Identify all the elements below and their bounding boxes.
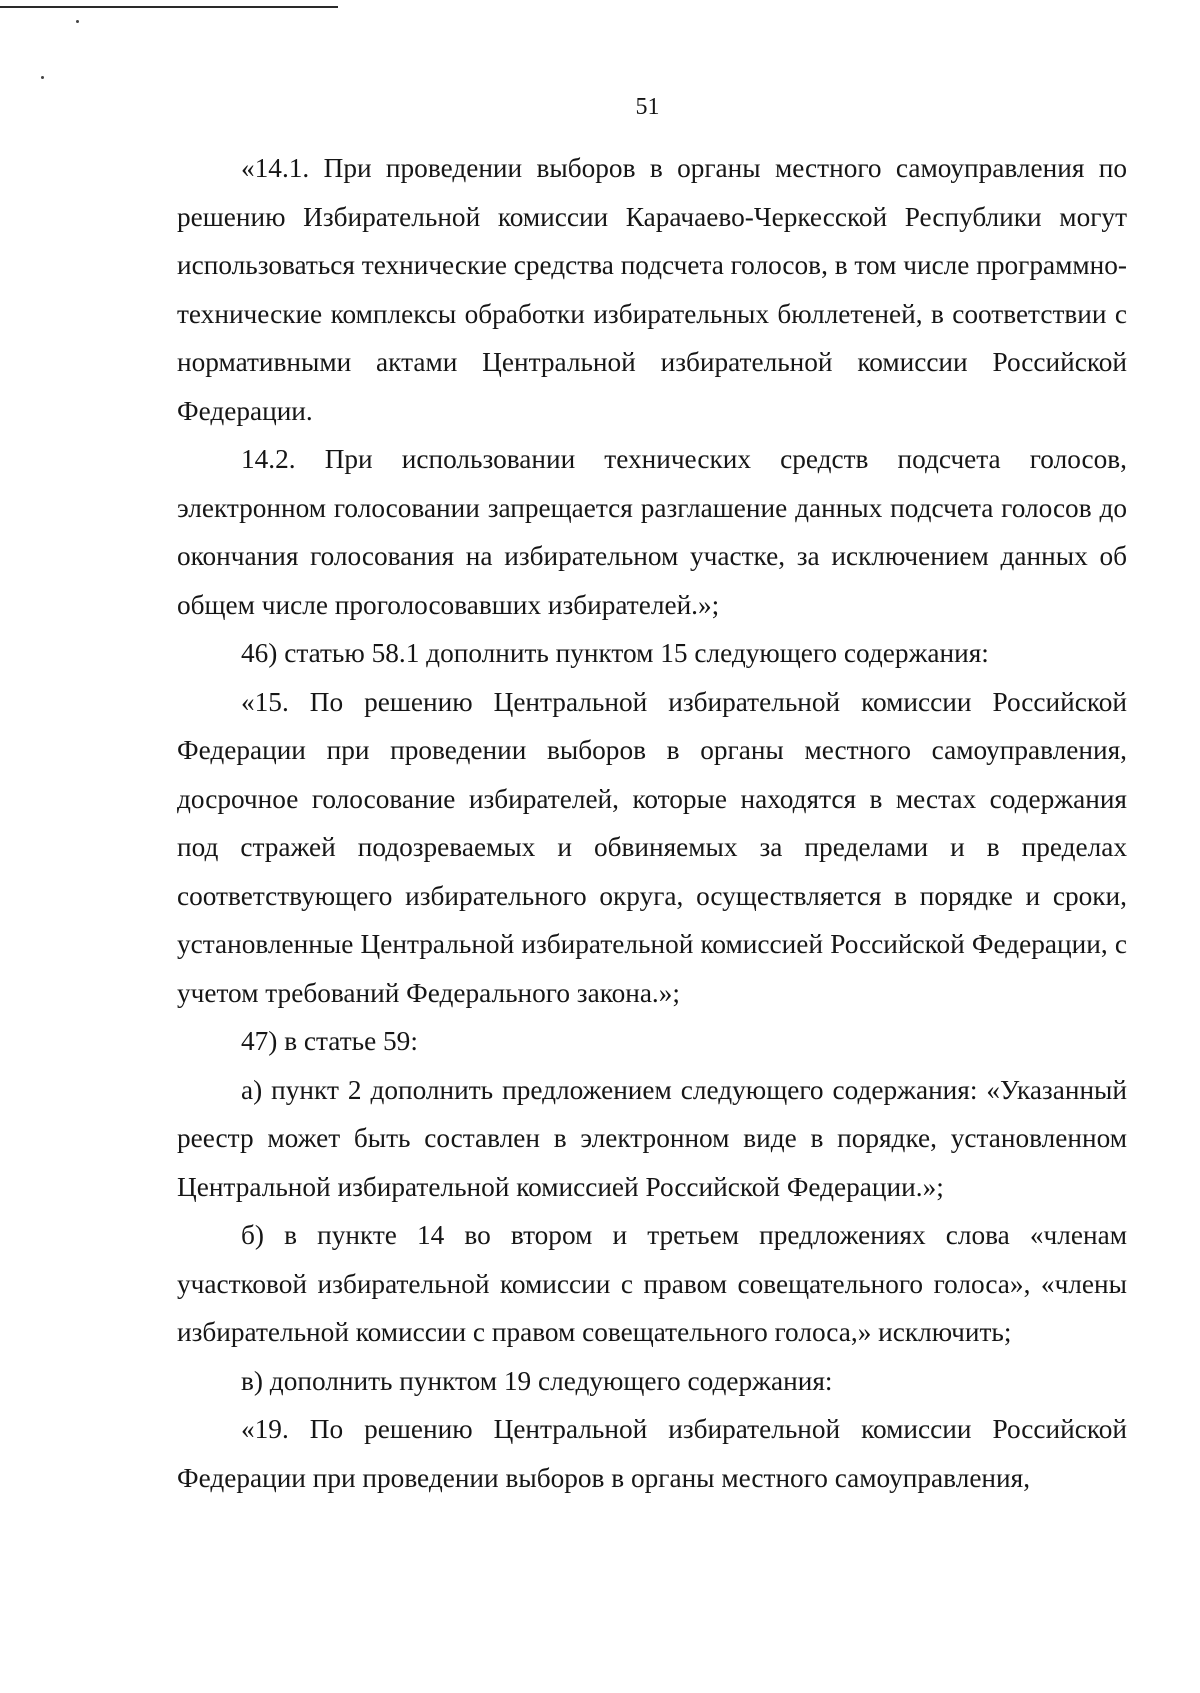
paragraph-item-46: 46) статью 58.1 дополнить пунктом 15 следующего содержания: [241, 638, 989, 668]
scan-speck [76, 20, 79, 23]
document-body [177, 144, 1127, 1502]
scan-speck [41, 76, 44, 79]
paragraph-subitem-v: в) дополнить пунктом 19 следующего содержания: [241, 1365, 833, 1396]
paragraph-subitem-b: б) в пункте 14 во втором и третьем предложениях слова «членам участковой избирательной комиссии с правом совещательного голоса», «члены избирательной комиссии с правом совещательного голоса,» исключить; [177, 1220, 1127, 1347]
paragraph-15: «15. По решению Центральной избирательной комиссии Российской Федерации при проведении выборов в органы местного самоуправления, досрочное голосование избирателей, которые находятся в местах содержания под стражей подозреваемых и обвиняемых за пределами и в пределах соответствующего избирательного округа, осуществляется в порядке и сроки, установленные Центральной избирательной комиссией Российской Федерации, с учетом требований Федерального закона.»; [177, 686, 1127, 1008]
paragraph-14-1: «14.1. При проведении выборов в органы местного самоуправления по решению Избирательной комиссии Карачаево-Черкесской Республики могут использоваться технические средства подсчета голосов, в том числе программно-технические комплексы обработки избирательных бюллетеней, в соответствии с нормативными актами Центральной избирательной комиссии Российской Федерации. [177, 153, 1128, 426]
paragraph-14-2: 14.2. При использовании технических средств подсчета голосов, электронном голосовании запрещается разглашение данных подсчета голосов до окончания голосования на избирательном участке, за исключением данных об общем числе проголосовавших избирателей.»; [177, 444, 1127, 620]
page-number: 51 [635, 94, 660, 120]
paragraph-item-47: 47) в статье 59: [241, 1026, 418, 1056]
scan-edge-line [0, 6, 338, 8]
paragraph-19: «19. По решению Центральной избирательной комиссии Российской Федерации при проведении выборов в органы местного самоуправления, [177, 1414, 1127, 1493]
paragraph-subitem-a: а) пункт 2 дополнить предложением следующего содержания: «Указанный реестр может быть составлен в электронном виде в порядке, установленном Центральной избирательной комиссией Российской Федерации.»; [177, 1074, 1127, 1202]
